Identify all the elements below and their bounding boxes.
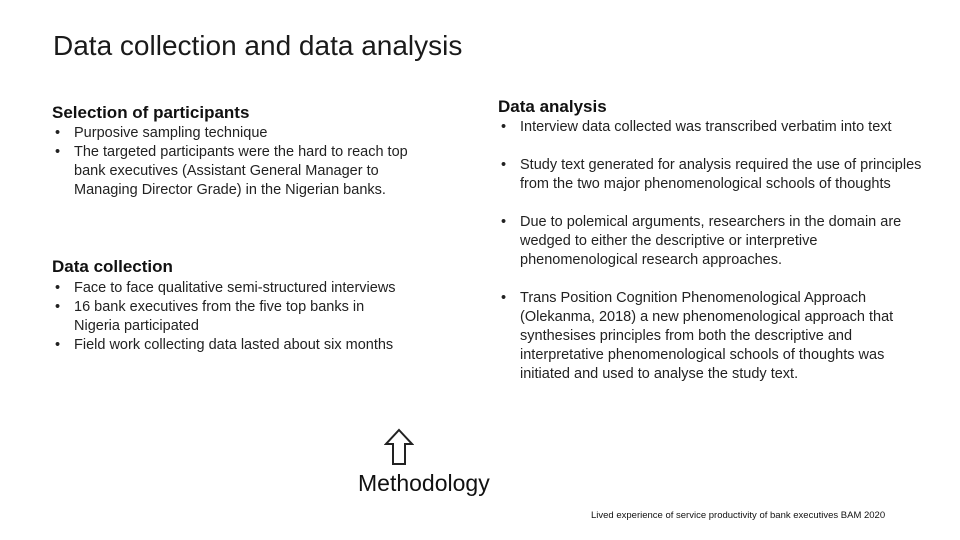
page-title: Data collection and data analysis [53,30,463,61]
up-arrow-icon [384,428,414,466]
list-item: • Interview data collected was transcribed verbatim into text [498,118,938,137]
footer-text: Lived experience of service productivity of bank executives BAM 2020 [591,510,886,521]
list-item: • Study text generated for analysis required the use of principles from the two major phenomenological schools of thoughts [498,156,938,194]
list-item: • 16 bank executives from the five top banks in Nigeria participated [52,298,412,336]
list-item: • Trans Position Cognition Phenomenological Approach (Olekanma, 2018) a new phenomenological approach that synthesises principles from both the descriptive and interpretative phenomenological schools of thoughts was initiated and used to analyse the study text. [498,289,938,384]
collection-heading: Data collection [52,257,173,276]
list-item: • Face to face qualitative semi-structured interviews [52,279,412,298]
analysis-list [498,118,938,384]
selection-heading: Selection of participants [52,103,250,122]
list-item: • Due to polemical arguments, researchers in the domain are wedged to either the descriptive or interpretive phenomenological research approaches. [498,213,938,270]
selection-list [52,124,412,200]
list-item: • The targeted participants were the hard to reach top bank executives (Assistant General Manager to Managing Director Grade) in the Nigerian banks. [52,143,412,200]
collection-list [52,279,412,355]
methodology-label: Methodology [358,470,490,496]
list-item: • Purposive sampling technique [52,124,412,143]
analysis-heading: Data analysis [498,97,607,116]
list-item: • Field work collecting data lasted about six months [52,336,412,355]
